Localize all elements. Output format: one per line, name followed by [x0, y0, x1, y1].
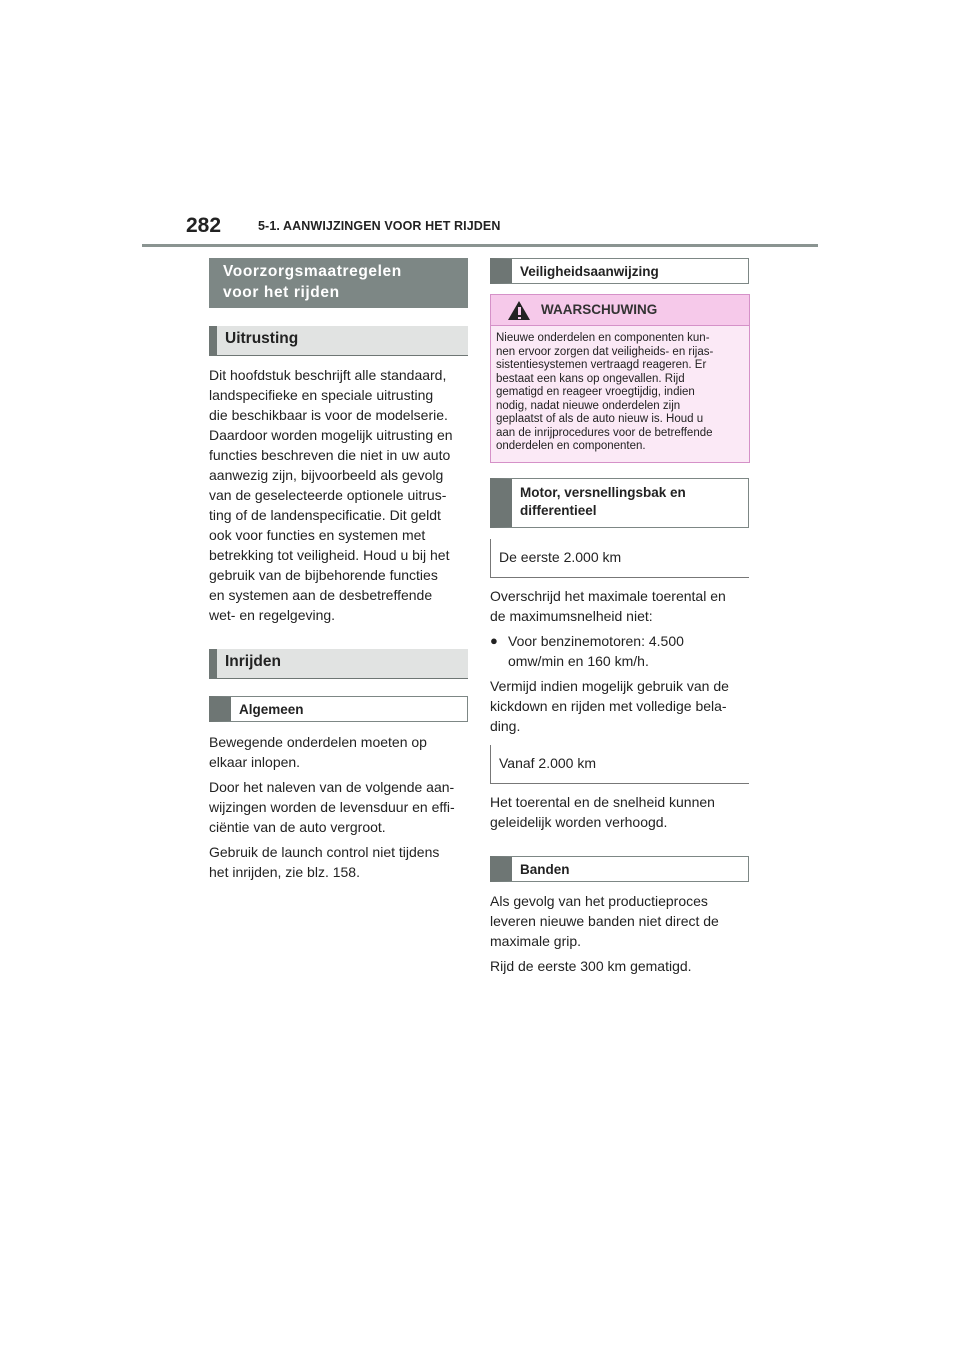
- text-line: onderdelen en componenten.: [496, 440, 646, 452]
- text-line: de maximumsnelheid niet:: [490, 607, 653, 624]
- chapter-title: 5-1. AANWIJZINGEN VOOR HET RIJDEN: [258, 219, 501, 233]
- algemeen-paragraph: [209, 777, 468, 837]
- text-line: omw/min en 160 km/h.: [508, 652, 649, 669]
- text-line: geleidelijk worden verhoogd.: [490, 813, 668, 830]
- left-column: [209, 258, 468, 887]
- algemeen-paragraph: [209, 732, 468, 772]
- right-column: [490, 258, 749, 981]
- text-line: Bewegende onderdelen moeten op: [209, 734, 427, 750]
- text-line: landspecifieke en speciale uitrusting: [209, 387, 434, 403]
- text-line: elkaar inlopen.: [209, 754, 301, 770]
- text-line: Rijd de eerste 300 km gematigd.: [490, 957, 692, 974]
- text-line: sistentiesystemen vertraagd reageren. Er: [496, 359, 707, 371]
- warning-box: [490, 294, 750, 463]
- text-line: die beschikbaar is voor de modelserie.: [209, 407, 448, 423]
- warning-title-bar: [491, 295, 749, 326]
- main-heading: [209, 258, 468, 308]
- from-km-paragraph: [490, 792, 749, 832]
- text-line: Daardoor worden mogelijk uitrusting en: [209, 427, 453, 443]
- text-line: aanwezig zijn, bijvoorbeeld als gevolg: [209, 467, 444, 483]
- text-line: en systemen aan de desbetreffende: [209, 587, 433, 603]
- main-heading-line: Voorzorgsmaatregelen: [223, 263, 402, 280]
- heading-line: differentieel: [520, 502, 597, 518]
- page-number: 282: [186, 214, 222, 237]
- subsection-heading-motor: [490, 478, 749, 528]
- subsection-heading-banden: Banden: [490, 856, 749, 882]
- text-line: geplaatst of als de auto nieuw is. Houd u: [496, 413, 704, 425]
- uitrusting-paragraph: [209, 365, 468, 625]
- algemeen-paragraph: [209, 842, 468, 882]
- text-line: Overschrijd het maximale toerental en: [490, 587, 726, 604]
- text-line: aan de inrijprocedures voor de betreffende: [496, 426, 713, 439]
- text-line: Voor benzinemotoren: 4.500: [508, 632, 684, 649]
- text-line: Als gevolg van het productieproces: [490, 892, 708, 909]
- warning-exclamation-dot: [518, 317, 521, 320]
- text-line: Dit hoofdstuk beschrijft alle standaard,: [209, 367, 447, 383]
- text-line: gematigd en reageer vroegtijdig, indien: [496, 386, 695, 398]
- banden-paragraph: [490, 891, 749, 951]
- warning-text: [491, 326, 749, 462]
- text-line: Het toerental en de snelheid kunnen: [490, 793, 715, 810]
- first-km-paragraph: [490, 586, 749, 626]
- text-line: leveren nieuwe banden niet direct de: [490, 912, 719, 929]
- text-line: nen ervoor zorgen dat veiligheids- en rijas-: [496, 345, 714, 358]
- text-line: wijzingen worden de levensduur en effi-: [209, 799, 455, 815]
- warning-title: WAARSCHUWING: [541, 302, 658, 317]
- text-line: Gebruik de launch control niet tijdens: [209, 844, 440, 860]
- first-km-paragraph: [490, 676, 749, 736]
- text-line: Vermijd indien mogelijk gebruik van de: [490, 677, 729, 694]
- text-line: nodig, nadat nieuwe onderdelen zijn: [496, 399, 681, 412]
- text-line: maximale grip.: [490, 932, 582, 949]
- text-line: ook voor functies en systemen met: [209, 527, 426, 543]
- header-rule: [142, 244, 818, 247]
- text-line: ciëntie van de auto vergroot.: [209, 819, 386, 835]
- heading-first-2000-km: De eerste 2.000 km: [490, 539, 749, 578]
- subsection-heading-veiligheid: Veiligheidsaanwijzing: [490, 258, 749, 284]
- heading-from-2000-km: Vanaf 2.000 km: [490, 745, 749, 784]
- section-heading-inrijden: Inrijden: [209, 649, 468, 679]
- text-line: betrekking tot veiligheid. Houd u bij het: [209, 547, 450, 563]
- warning-exclamation-stroke: [518, 307, 521, 315]
- text-line: wet- en regelgeving.: [209, 607, 336, 623]
- text-line: Door het naleven van de volgende aan-: [209, 779, 455, 795]
- banden-paragraph: [490, 956, 749, 976]
- text-line: Nieuwe onderdelen en componenten kun-: [496, 332, 710, 344]
- text-line: ting of de landenspecificatie. Dit geldt: [209, 507, 441, 523]
- section-heading-uitrusting: Uitrusting: [209, 326, 468, 356]
- text-line: gebruik van de bijbehorende functies: [209, 567, 438, 583]
- text-line: van de geselecteerde optionele uitrus-: [209, 487, 447, 503]
- heading-line: Motor, versnellingsbak en: [520, 484, 686, 500]
- bullet-item: [490, 631, 749, 671]
- subsection-heading-algemeen: Algemeen: [209, 696, 468, 722]
- text-line: kickdown en rijden met volledige bela-: [490, 697, 727, 714]
- text-line: ding.: [490, 717, 521, 734]
- main-heading-line: voor het rijden: [223, 284, 340, 301]
- text-line: functies beschreven die niet in uw auto: [209, 447, 451, 463]
- text-line: het inrijden, zie blz. 158.: [209, 864, 360, 880]
- text-line: bestaat een kans op ongevallen. Rijd: [496, 372, 685, 385]
